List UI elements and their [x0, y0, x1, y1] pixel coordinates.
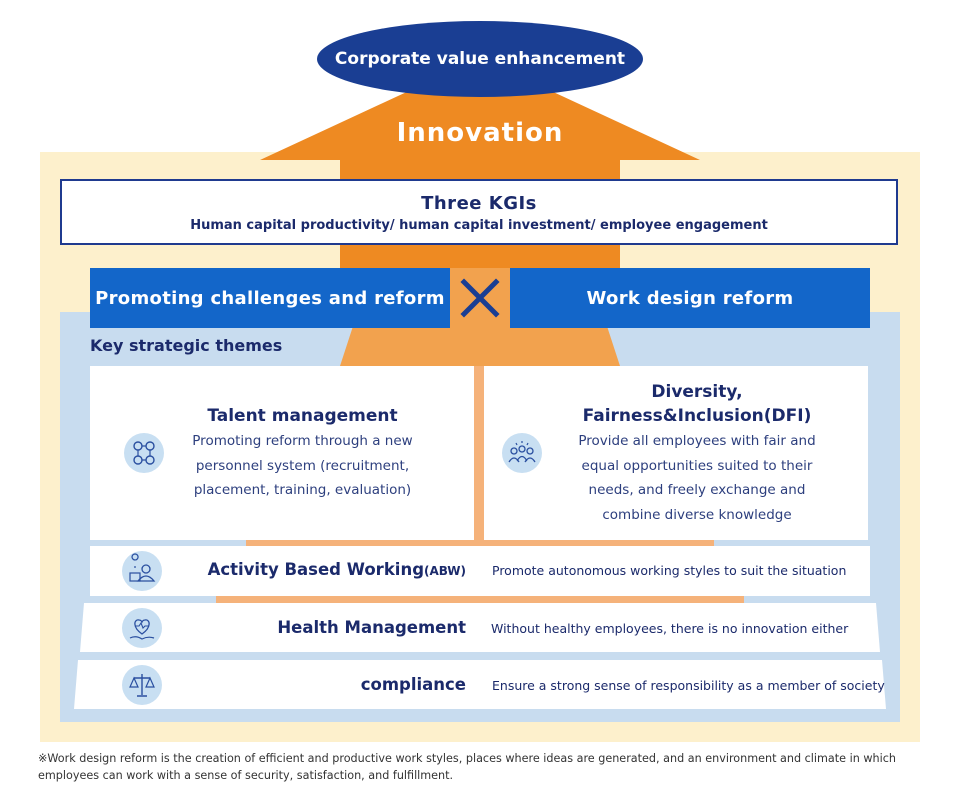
worker-idea-icon [122, 551, 162, 591]
card-dfi [484, 366, 868, 540]
dfi-body-line-4: combine diverse knowledge [602, 506, 792, 523]
kgi-title: Three KGIs [421, 193, 537, 214]
team-group-icon [502, 433, 542, 473]
health-desc: Without healthy employees, there is no innovation either [491, 621, 849, 636]
card-divider [474, 366, 484, 544]
orange-band-2 [216, 596, 744, 604]
abw-title-text: Activity Based Working [207, 560, 425, 579]
kgi-subtitle: Human capital productivity/ human capital investment/ employee engagement [190, 218, 768, 233]
talent-body [170, 429, 435, 503]
compliance-desc: Ensure a strong sense of responsibility as a member of society [492, 678, 885, 693]
talent-title: Talent management [207, 406, 398, 426]
talent-body-line-1: Promoting reform through a new [192, 433, 413, 449]
dfi-title-line-2: Fairness&Inclusion(DFI) [582, 406, 812, 426]
innovation-arrow-neck [340, 245, 620, 268]
dfi-body-line-2: equal opportunities suited to their [581, 457, 813, 474]
dfi-title [554, 380, 840, 428]
key-themes-label: Key strategic themes [90, 336, 283, 355]
abw-title [170, 560, 466, 579]
footnote-line-1: ※Work design reform is the creation of efficient and productive work styles, places where ideas are generated, and an environment and climate in which [38, 752, 896, 765]
people-network-icon [124, 433, 164, 473]
pillar-challenges-reform: Promoting challenges and reform [90, 268, 450, 328]
health-title: Health Management [277, 618, 466, 637]
abw-title-suffix: (ABW) [424, 564, 466, 578]
abw-desc: Promote autonomous working styles to suit the situation [492, 563, 847, 578]
corporate-value-label: Corporate value enhancement [334, 49, 626, 69]
dfi-body-line-3: needs, and freely exchange and [588, 482, 806, 498]
footnote [38, 750, 928, 784]
innovation-label: Innovation [396, 118, 564, 148]
cross-icon [458, 276, 502, 320]
footnote-line-2: employees can work with a sense of security, satisfaction, and fulfillment. [38, 769, 454, 782]
dfi-body [554, 429, 840, 527]
kgi-box [60, 179, 898, 245]
card-talent-management [90, 366, 474, 540]
talent-body-line-2: personnel system (recruitment, [195, 457, 410, 474]
heart-hand-icon [122, 608, 162, 648]
scales-icon [122, 665, 162, 705]
pillar-work-design-reform: Work design reform [510, 268, 870, 328]
dfi-body-line-1: Provide all employees with fair and [578, 433, 816, 449]
dfi-title-line-1: Diversity, [651, 382, 743, 402]
talent-body-line-3: placement, training, evaluation) [193, 482, 412, 498]
compliance-title: compliance [360, 675, 466, 694]
